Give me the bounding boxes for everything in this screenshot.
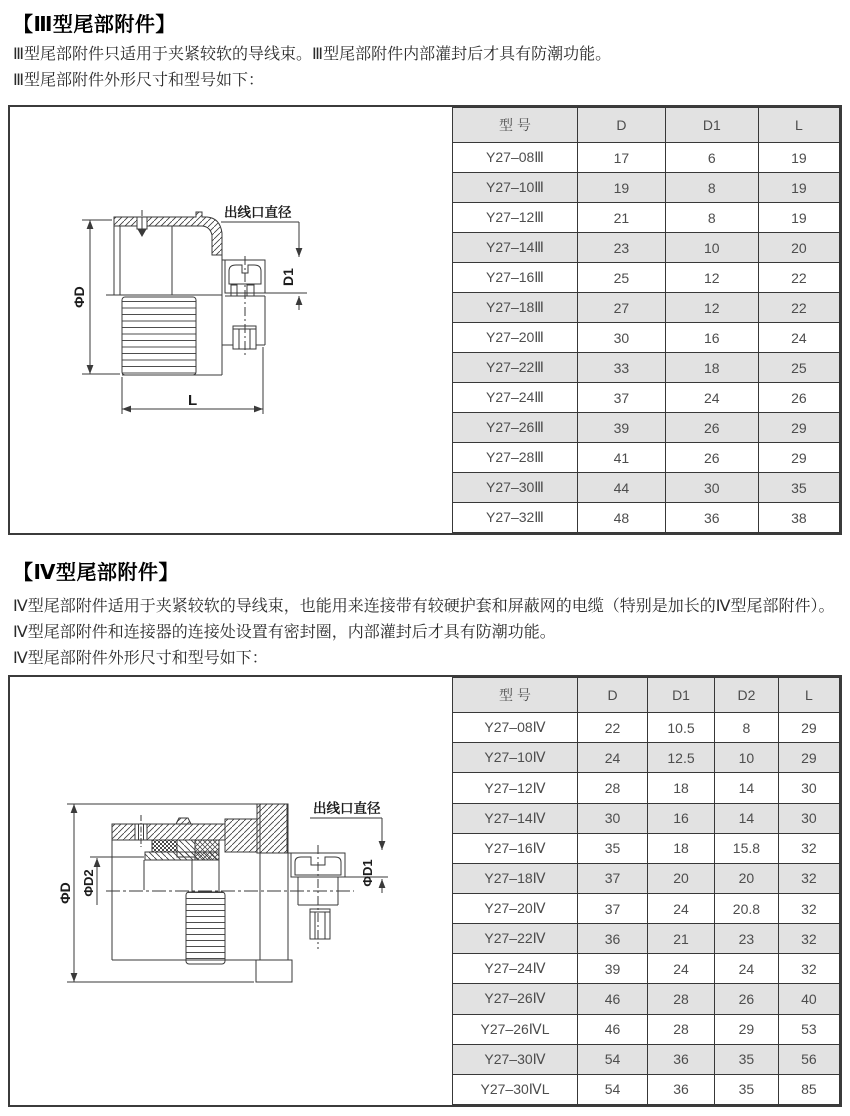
table-row (453, 1044, 840, 1074)
table-cell: 23 (578, 233, 666, 263)
table-cell: 6 (665, 143, 758, 173)
table-cell: 32 (778, 863, 839, 893)
table-cell: 35 (714, 1044, 778, 1074)
table-cell: Y27–10Ⅳ (453, 743, 578, 773)
type3-panel (8, 105, 842, 535)
table-cell: 22 (578, 713, 648, 743)
table-cell: Y27–10Ⅲ (453, 173, 578, 203)
table-cell: 19 (758, 143, 839, 173)
table-cell: 36 (665, 503, 758, 533)
table-row (453, 1014, 840, 1044)
table-cell: Y27–18Ⅳ (453, 863, 578, 893)
dim-label-d1: D1 (280, 268, 296, 286)
table-cell: 32 (778, 924, 839, 954)
table-cell: Y27–26ⅣL (453, 1014, 578, 1044)
table-cell: 24 (714, 954, 778, 984)
dim-label-phi-d: ΦD (71, 286, 87, 308)
table-cell: 20.8 (714, 894, 778, 924)
table-cell: 30 (578, 323, 666, 353)
table-cell: 30 (778, 773, 839, 803)
table-cell: 16 (665, 323, 758, 353)
table-header-row (453, 108, 840, 143)
table-cell: 30 (578, 803, 648, 833)
outlet-diameter-label: 出线口直径 (224, 205, 292, 220)
column-header: D1 (665, 108, 758, 143)
table-cell: 24 (578, 743, 648, 773)
table-cell: Y27–12Ⅳ (453, 773, 578, 803)
table-cell: 26 (758, 383, 839, 413)
section4-paragraph-2: Ⅳ型尾部附件外形尺寸和型号如下： (13, 650, 268, 667)
table-cell: 28 (648, 984, 715, 1014)
table-cell: 26 (665, 413, 758, 443)
table-cell: 8 (665, 173, 758, 203)
section3-paragraph-1: Ⅲ型尾部附件只适用于夹紧较软的导线束。Ⅲ型尾部附件内部灌封后才具有防潮功能。 (13, 46, 612, 63)
dim-label-phi-d1: ΦD1 (360, 859, 375, 887)
table-cell: 19 (578, 173, 666, 203)
table-header-row (453, 678, 840, 713)
table-row (453, 1074, 840, 1104)
table-row (453, 383, 840, 413)
table-cell: Y27–26Ⅲ (453, 413, 578, 443)
table-cell: 20 (714, 863, 778, 893)
section3-paragraph-2: Ⅲ型尾部附件外形尺寸和型号如下： (13, 72, 265, 89)
table-cell: 37 (578, 383, 666, 413)
section4-title: 【Ⅳ型尾部附件】 (13, 562, 179, 584)
column-header: 型 号 (453, 108, 578, 143)
table-cell: 10 (665, 233, 758, 263)
seal-ring (152, 840, 177, 852)
table-cell: 8 (665, 203, 758, 233)
table-cell: Y27–32Ⅲ (453, 503, 578, 533)
table-cell: 22 (758, 263, 839, 293)
table-cell: 14 (714, 803, 778, 833)
table-cell: 32 (778, 954, 839, 984)
table-cell: 25 (578, 263, 666, 293)
table-cell: 32 (778, 894, 839, 924)
column-header: L (778, 678, 839, 713)
table-row (453, 143, 840, 173)
table-cell: 30 (778, 803, 839, 833)
table-cell: 85 (778, 1074, 839, 1104)
table-row (453, 473, 840, 503)
table-cell: 26 (665, 443, 758, 473)
table-cell: Y27–08Ⅳ (453, 713, 578, 743)
table-cell: Y27–22Ⅳ (453, 924, 578, 954)
table-cell: 12.5 (648, 743, 715, 773)
table-cell: Y27–14Ⅲ (453, 233, 578, 263)
type4-table (452, 677, 840, 1105)
knurl (186, 892, 225, 964)
table-cell: 54 (578, 1074, 648, 1104)
table-cell: 14 (714, 773, 778, 803)
table-cell: 24 (648, 894, 715, 924)
table-cell: Y27–14Ⅳ (453, 803, 578, 833)
table-cell: 35 (714, 1074, 778, 1104)
table-cell: 29 (778, 713, 839, 743)
table-cell: Y27–30ⅣL (453, 1074, 578, 1104)
table-cell: 19 (758, 173, 839, 203)
table-cell: 29 (714, 1014, 778, 1044)
dim-label-phi-d: ΦD (57, 882, 73, 904)
table-cell: 39 (578, 413, 666, 443)
table-cell: 35 (578, 833, 648, 863)
table-cell: 18 (648, 833, 715, 863)
table-cell: 33 (578, 353, 666, 383)
table-cell: Y27–20Ⅳ (453, 894, 578, 924)
table-row (453, 894, 840, 924)
table-row (453, 353, 840, 383)
table-cell: 12 (665, 263, 758, 293)
table-row (453, 713, 840, 743)
table-cell: 28 (578, 773, 648, 803)
table-cell: 38 (758, 503, 839, 533)
type3-figure (10, 107, 454, 533)
type3-table (452, 107, 840, 533)
table-cell: Y27–20Ⅲ (453, 323, 578, 353)
table-cell: 44 (578, 473, 666, 503)
table-cell: 36 (648, 1074, 715, 1104)
table-cell: Y27–16Ⅳ (453, 833, 578, 863)
table-cell: 56 (778, 1044, 839, 1074)
dim-label-phi-d2: ΦD2 (81, 869, 96, 897)
table-cell: 29 (758, 413, 839, 443)
table-cell: 22 (758, 293, 839, 323)
table-cell: 19 (758, 203, 839, 233)
table-row (453, 203, 840, 233)
table-row (453, 954, 840, 984)
column-header: 型 号 (453, 678, 578, 713)
column-header: D2 (714, 678, 778, 713)
cap-hatch (114, 212, 222, 255)
table-cell: 20 (648, 863, 715, 893)
table-cell: 16 (648, 803, 715, 833)
dim-label-l: L (188, 392, 198, 409)
table-cell: 26 (714, 984, 778, 1014)
table-cell: 10 (714, 743, 778, 773)
table-cell: 27 (578, 293, 666, 323)
type4-panel (8, 675, 842, 1107)
table-cell: 15.8 (714, 833, 778, 863)
table-cell: Y27–12Ⅲ (453, 203, 578, 233)
table-row (453, 924, 840, 954)
table-cell: 18 (665, 353, 758, 383)
column-header: D (578, 108, 666, 143)
table-cell: 29 (758, 443, 839, 473)
table-cell: 36 (648, 1044, 715, 1074)
table-cell: 37 (578, 894, 648, 924)
section4-paragraph-1: Ⅳ型尾部附件适用于夹紧较软的导线束，也能用来连接带有较硬护套和屏蔽网的电缆（特别是加长的Ⅳ型尾部附件）。Ⅳ型尾部附件和连接器的连接处设置有密封圈，内部灌封后才具有防潮功能。 (13, 598, 835, 641)
table-cell: 39 (578, 954, 648, 984)
table-row (453, 503, 840, 533)
table-row (453, 323, 840, 353)
knurl (122, 297, 196, 375)
table-cell: Y27–22Ⅲ (453, 353, 578, 383)
table-cell: Y27–18Ⅲ (453, 293, 578, 323)
table-cell: 48 (578, 503, 666, 533)
table-cell: 32 (778, 833, 839, 863)
table-row (453, 773, 840, 803)
table-cell: 20 (758, 233, 839, 263)
column-header: D (578, 678, 648, 713)
outlet-diameter-label: 出线口直径 (313, 801, 381, 816)
table-row (453, 833, 840, 863)
table-row (453, 803, 840, 833)
table-row (453, 173, 840, 203)
table-cell: Y27–24Ⅲ (453, 383, 578, 413)
table-cell: 12 (665, 293, 758, 323)
column-header: L (758, 108, 839, 143)
table-row (453, 743, 840, 773)
table-cell: Y27–08Ⅲ (453, 143, 578, 173)
table-cell: 30 (665, 473, 758, 503)
type4-figure (10, 677, 454, 1105)
table-cell: 37 (578, 863, 648, 893)
table-row (453, 263, 840, 293)
table-cell: Y27–16Ⅲ (453, 263, 578, 293)
table-cell: 21 (648, 924, 715, 954)
table-row (453, 984, 840, 1014)
table-cell: 18 (648, 773, 715, 803)
table-cell: 53 (778, 1014, 839, 1044)
table-cell: Y27–24Ⅳ (453, 954, 578, 984)
table-row (453, 443, 840, 473)
table-cell: 41 (578, 443, 666, 473)
table-cell: 46 (578, 1014, 648, 1044)
table-cell: 10.5 (648, 713, 715, 743)
section3-title: 【Ⅲ型尾部附件】 (13, 14, 176, 36)
table-cell: 36 (578, 924, 648, 954)
table-cell: 40 (778, 984, 839, 1014)
table-row (453, 293, 840, 323)
table-cell: 8 (714, 713, 778, 743)
table-cell: Y27–26Ⅳ (453, 984, 578, 1014)
table-cell: Y27–30Ⅲ (453, 473, 578, 503)
table-cell: 23 (714, 924, 778, 954)
table-cell: 35 (758, 473, 839, 503)
table-cell: Y27–28Ⅲ (453, 443, 578, 473)
table-cell: 24 (665, 383, 758, 413)
column-header: D1 (648, 678, 715, 713)
table-cell: Y27–30Ⅳ (453, 1044, 578, 1074)
table-cell: 46 (578, 984, 648, 1014)
table-cell: 28 (648, 1014, 715, 1044)
table-row (453, 233, 840, 263)
table-cell: 24 (758, 323, 839, 353)
table-cell: 17 (578, 143, 666, 173)
table-cell: 21 (578, 203, 666, 233)
table-cell: 29 (778, 743, 839, 773)
table-row (453, 863, 840, 893)
table-cell: 54 (578, 1044, 648, 1074)
table-cell: 24 (648, 954, 715, 984)
table-cell: 25 (758, 353, 839, 383)
table-row (453, 413, 840, 443)
